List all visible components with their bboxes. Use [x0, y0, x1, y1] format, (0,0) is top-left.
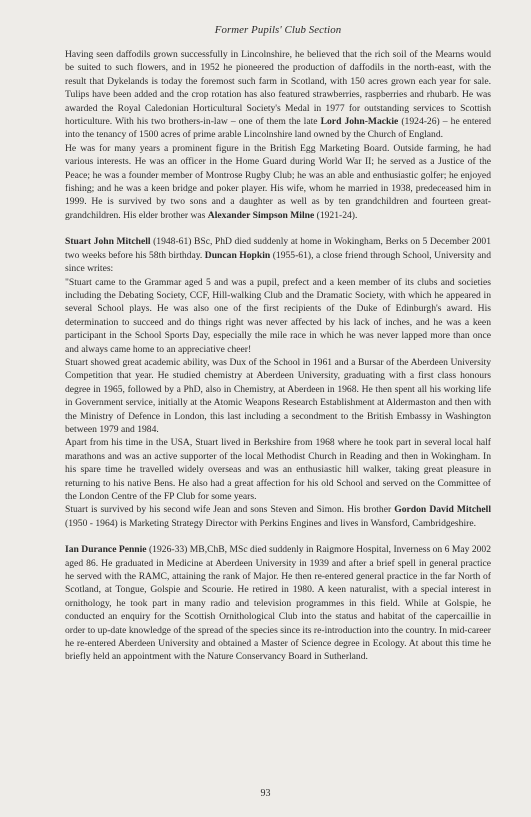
person-name: Duncan Hopkin [204, 249, 271, 261]
paragraph-text: He was for many years a prominent figure in the British Egg Marketing Board. Outside farming, he had various interests. He was an officer in the Home Guard during World War II; he served as a Justice of the Peace; he was a founder member of Montrose Rugby Club; he was an able and enthusiastic golfer; he enjoyed fishing; and he was a keen bridge and poker player. His wife, whom he married in 1938, predeceased him in 1999. He is survived by two sons and a daughter as well as by ten grandchildren and fourteen great-grandchildren. His elder brother was [65, 142, 491, 221]
paragraph-text: "Stuart came to the Grammar aged 5 and was a pupil, prefect and a keen member of its clubs and societies including the Debating Society, CCF, Hill-walking Club and the Dramatic Society, with which he appeared in several School plays. He was also one of the first recipients of the Duke of Edinburgh's award. His determination to succeed and do things right was never affected by his lack of inches, and he was a keen participant in the School Sports Day, especially the mile race in which he was never lapped more than once and always came home to an appreciative cheer! [65, 276, 491, 355]
running-head: Former Pupils' Club Section [214, 24, 342, 36]
person-name: Lord John-Mackie [320, 116, 399, 128]
paragraph [65, 235, 491, 275]
person-name: Gordon David Mitchell [394, 504, 492, 516]
paragraph [65, 276, 491, 356]
paragraph [65, 543, 491, 664]
paragraph-text: (1948-61) BSc, PhD died suddenly at home in Wokingham, Berks on 5 December 2001 two weeks before his 58th birthday. [65, 236, 492, 261]
paragraph-text: (1921-24). [314, 209, 358, 221]
obituary-milne-continued [65, 48, 491, 222]
paragraph-text: Stuart showed great academic ability, was Dux of the School in 1961 and a Bursar of the Aberdeen University Competition that year. He studied chemistry at Aberdeen University, graduating with a first class honours degree in 1965, followed by a PhD, also in Chemistry, at Aberdeen in 1968. He then spent all his working life in Government service, initially at the Atomic Weapons Research Establishment at Aldermaston and then with the Ministry of Defence in London, this last including a secondment to the British Embassy in Washington between 1979 and 1984. [65, 356, 491, 435]
paragraph-text: (1924-26) – he entered into the tenancy of 1500 acres of prime arable Lincolnshire land owned by the Church of England. [65, 116, 491, 141]
paragraph-text: (1955-61), a close friend through School, University and since writes: [65, 249, 492, 275]
paragraph-text: (1926-33) MB,ChB, MSc died suddenly in Raigmore Hospital, Inverness on 6 May 2002 aged 86. He graduated in Medicine at Aberdeen University in 1939 and after a brief spell in general practice he served with the RAMC, attaining the rank of Major. He then re-entered general practice in the far North of Scotland, at Tongue, Golspie and Scourie. He retired in 1980. A keen naturalist, with a special interest in ornithology, he took part in many radio and television programmes in this field. While at Golspie, he conducted an enquiry for the Scottish Ornithological Club into the status and habitat of the capercaillie in order to up-date knowledge of the spread of the species since its re-introduction into the country. In mid-career he re-entered Aberdeen University and obtained a Master of Science degree in Ecology. At about this time he briefly held an appointment with the Nature Conservancy Board in Sutherland. [65, 544, 492, 663]
paragraph-text: Having seen daffodils grown successfully in Lincolnshire, he believed that the rich soil of the Mearns would be suited to such flowers, and in 1952 he pioneered the production of daffodils in the north-east, with the result that Dykelands is today the foremost such farm in Scotland, with 150 acres grown each year for sale. Tulips have been added and the crop rotation has also featured strawberries, raspberries and rhubarb. He was awarded the Royal Caledonian Horticultural Society's Medal in 1977 for outstanding services to Scottish horticulture. With his two brothers-in-law – one of them the late [65, 49, 491, 128]
paragraph-text: (1950 - 1964) is Marketing Strategy Director with Perkins Engines and lives in Wansford, Cambridgeshire. [65, 517, 476, 529]
page-number: 93 [260, 788, 271, 799]
paragraph-text: Apart from his time in the USA, Stuart lived in Berkshire from 1968 where he took part in several local half marathons and was an active supporter of the local Methodist Church in Reading and then in Wokingham. In his spare time he travelled widely overseas and was an enthusiastic hill walker, taking great pleasure in returning to his native Bens. He also had a great affection for his old School and served on the Committee of the London Centre of the FP Club for some years. [65, 437, 491, 502]
paragraph [65, 142, 491, 222]
paragraph-text: Stuart is survived by his second wife Jean and sons Steven and Simon. His brother [65, 504, 395, 516]
obituary-ian-durance-pennie [65, 543, 491, 664]
person-name: Ian Durance Pennie [65, 544, 147, 556]
person-name: Stuart John Mitchell [65, 236, 151, 248]
paragraph [65, 356, 491, 436]
paragraph [65, 48, 491, 142]
paragraph [65, 436, 491, 503]
person-name: Alexander Simpson Milne [207, 209, 315, 221]
paragraph [65, 503, 491, 530]
obituary-stuart-john-mitchell [65, 235, 491, 530]
